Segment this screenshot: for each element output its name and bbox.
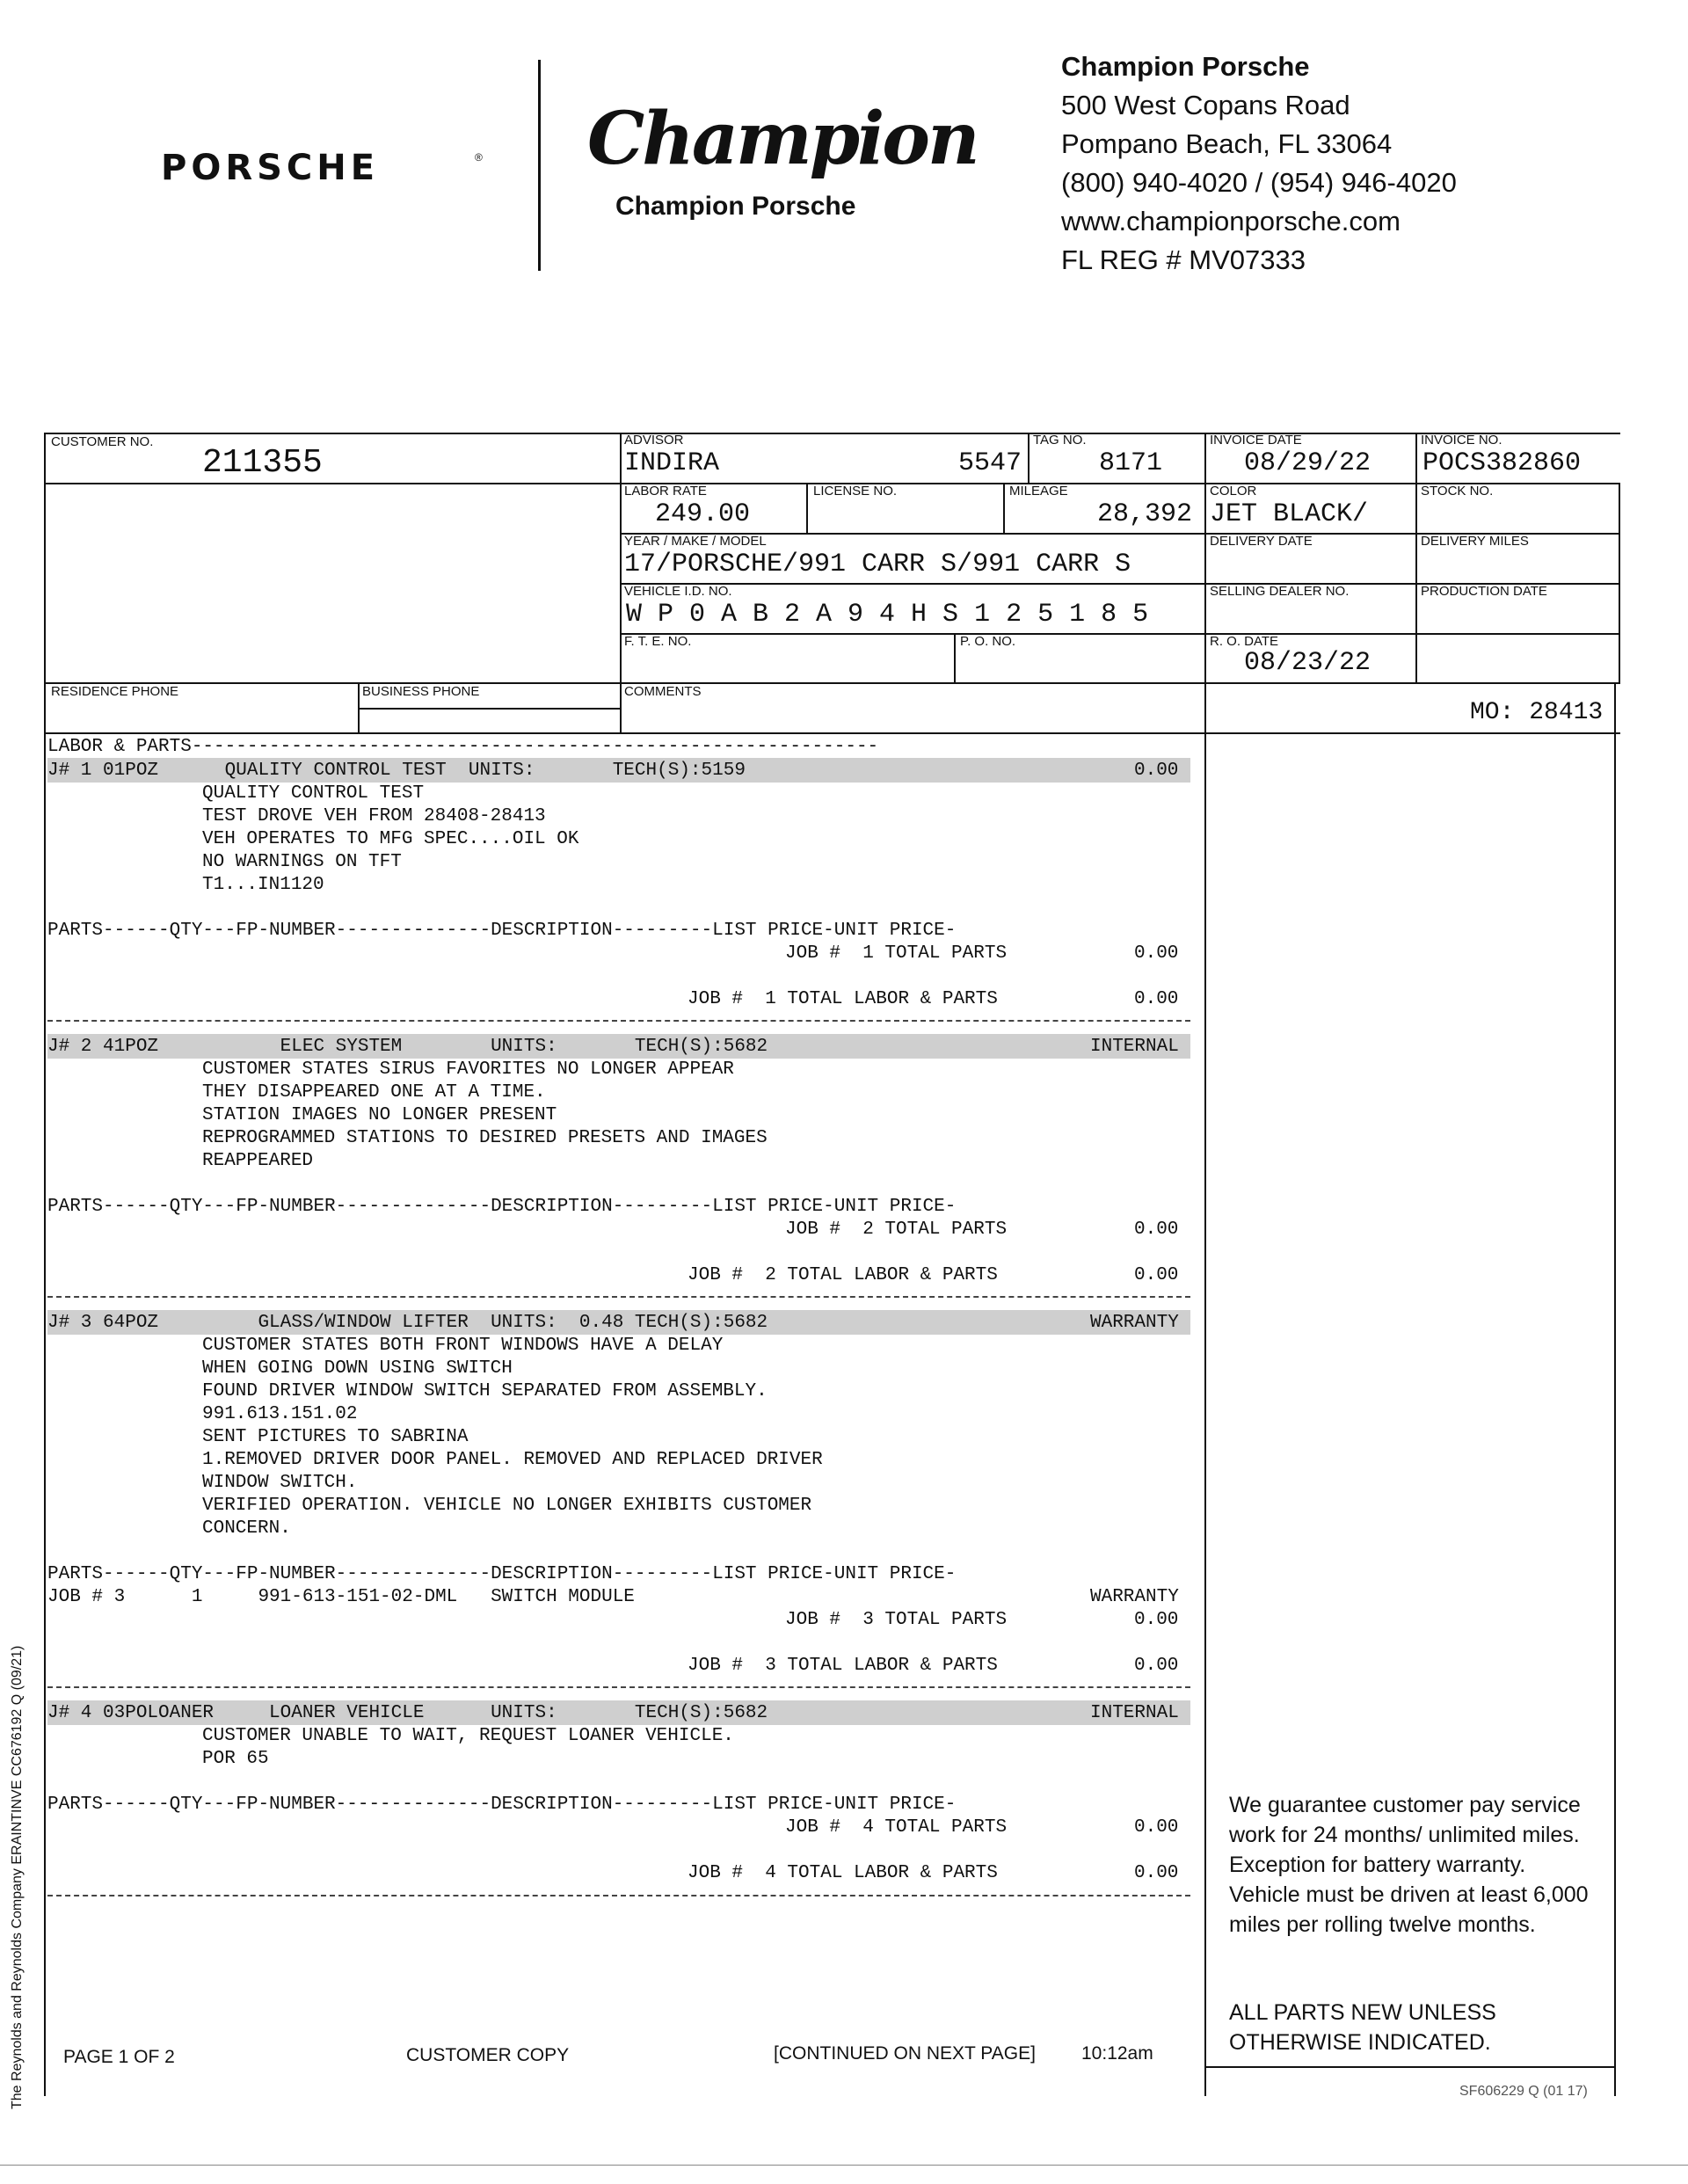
job-4-amount: INTERNAL (1090, 1703, 1179, 1723)
champion-script-logo: Champion (587, 97, 978, 181)
guarantee-text: We guarantee customer pay service work for 24 months/ unlimited miles. Exception for battery warranty. Vehicle must be driven at least 6,000 miles per rolling twelve months. (1229, 1793, 1589, 1937)
job-2-header: J# 2 41POZ ELEC SYSTEM UNITS: TECH(S):5682 (47, 1037, 768, 1057)
invoice-date: 08/29/22 (1244, 448, 1372, 478)
job-1-header: J# 1 01POZ QUALITY CONTROL TEST UNITS: TECH(S):5159 (47, 761, 746, 781)
job-1-parts-header: PARTS------QTY---FP-NUMBER--------------DESCRIPTION---------LIST PRICE-UNIT PRICE- (47, 921, 957, 941)
job-2-line: THEY DISAPPEARED ONE AT A TIME. (202, 1082, 546, 1103)
dealer-info (1061, 47, 1457, 280)
job-4-header: J# 4 03POLOANER LOANER VEHICLE UNITS: TECH(S):5682 (47, 1703, 768, 1723)
side-print: The Reynolds and Reynolds Company ERAINTINVE CC676192 Q (09/21) (10, 1645, 25, 2109)
job-1-line: T1...IN1120 (202, 875, 324, 895)
job-4-total-parts-amount: 0.00 (1134, 1817, 1179, 1838)
job-3-header: J# 3 64POZ GLASS/WINDOW LIFTER UNITS: 0.48 TECH(S):5682 (47, 1313, 768, 1333)
production-date-label: PRODUCTION DATE (1421, 584, 1547, 599)
sidebar-bottom-rule (1204, 2066, 1616, 2068)
dealer-city: Pompano Beach, FL 33064 (1061, 128, 1393, 159)
job-3-line: 1.REMOVED DRIVER DOOR PANEL. REMOVED AND REPLACED DRIVER (202, 1450, 823, 1470)
vin: W P 0 A B 2 A 9 4 H S 1 2 5 1 8 5 (626, 600, 1149, 630)
stock-label: STOCK NO. (1421, 484, 1494, 499)
job-4-total-labor-amount: 0.00 (1134, 1863, 1179, 1883)
ro-date: 08/23/22 (1244, 648, 1372, 678)
job-3-total-labor: JOB # 3 TOTAL LABOR & PARTS (688, 1656, 998, 1676)
job-2-total-labor: JOB # 2 TOTAL LABOR & PARTS (688, 1265, 998, 1285)
job-2-line: CUSTOMER STATES SIRUS FAVORITES NO LONGER APPEAR (202, 1059, 734, 1080)
ro-date-label: R. O. DATE (1210, 634, 1279, 649)
job-2-line: STATION IMAGES NO LONGER PRESENT (202, 1105, 557, 1125)
job-1-total-parts-amount: 0.00 (1134, 943, 1179, 964)
parts-new-text: ALL PARTS NEW UNLESS OTHERWISE INDICATED. (1229, 2000, 1496, 2055)
dealer-website[interactable]: www.championporsche.com (1061, 206, 1401, 237)
job-1-total-labor: JOB # 1 TOTAL LABOR & PARTS (688, 989, 998, 1009)
job-4-line: POR 65 (202, 1749, 269, 1769)
labor-rate-label: LABOR RATE (624, 484, 707, 499)
job-3-line: CUSTOMER STATES BOTH FRONT WINDOWS HAVE A DELAY (202, 1336, 724, 1356)
job-3-part-line: JOB # 3 1 991-613-151-02-DML SWITCH MODULE (47, 1587, 635, 1607)
customer-no: 211355 (202, 444, 323, 482)
porsche-logo: PORSCHE (161, 148, 380, 188)
job-1-line: VEH OPERATES TO MFG SPEC....OIL OK (202, 829, 579, 849)
job-4-separator (47, 1895, 1190, 1896)
registered-mark: ® (475, 151, 483, 164)
job-4-parts-header: PARTS------QTY---FP-NUMBER--------------DESCRIPTION---------LIST PRICE-UNIT PRICE- (47, 1795, 957, 1815)
job-3-part-pay-type: WARRANTY (1090, 1587, 1179, 1607)
job-2-separator (47, 1296, 1190, 1298)
job-1-total-parts: JOB # 1 TOTAL PARTS (785, 943, 1008, 964)
ymm-label: YEAR / MAKE / MODEL (624, 534, 767, 549)
delivery-date-label: DELIVERY DATE (1210, 534, 1313, 549)
fte-label: F. T. E. NO. (624, 634, 692, 649)
po-label: P. O. NO. (960, 634, 1016, 649)
mo-number: MO: 28413 (1470, 699, 1604, 726)
job-2-total-parts: JOB # 2 TOTAL PARTS (785, 1219, 1008, 1240)
job-3-parts-header: PARTS------QTY---FP-NUMBER--------------DESCRIPTION---------LIST PRICE-UNIT PRICE- (47, 1564, 957, 1584)
job-3-total-labor-amount: 0.00 (1134, 1656, 1179, 1676)
mileage-label: MILEAGE (1009, 484, 1068, 499)
form-number: SF606229 Q (01 17) (1459, 2084, 1588, 2099)
job-3-line: VERIFIED OPERATION. VEHICLE NO LONGER EXHIBITS CUSTOMER (202, 1496, 812, 1516)
invoice-no-label: INVOICE NO. (1421, 433, 1502, 448)
job-4-total-labor: JOB # 4 TOTAL LABOR & PARTS (688, 1863, 998, 1883)
dealer-phone: (800) 940-4020 / (954) 946-4020 (1061, 167, 1457, 198)
delivery-miles-label: DELIVERY MILES (1421, 534, 1529, 549)
mileage: 28,392 (1097, 499, 1193, 529)
job-2-total-labor-amount: 0.00 (1134, 1265, 1179, 1285)
job-1-amount: 0.00 (1134, 761, 1179, 781)
tag-no: 8171 (1099, 448, 1163, 478)
tag-label: TAG NO. (1033, 433, 1087, 448)
residence-phone-label: RESIDENCE PHONE (51, 684, 179, 699)
section-header: LABOR & PARTS-------------------------------------------------------------- (47, 737, 879, 757)
job-3-line: SENT PICTURES TO SABRINA (202, 1427, 469, 1447)
job-4-total-parts: JOB # 4 TOTAL PARTS (785, 1817, 1008, 1838)
job-1-total-labor-amount: 0.00 (1134, 989, 1179, 1009)
job-3-line: FOUND DRIVER WINDOW SWITCH SEPARATED FROM ASSEMBLY. (202, 1381, 768, 1401)
comments-label: COMMENTS (624, 684, 702, 699)
color-label: COLOR (1210, 484, 1257, 499)
selling-dealer-label: SELLING DEALER NO. (1210, 584, 1350, 599)
advisor-id: 5547 (958, 448, 1022, 478)
license-label: LICENSE NO. (813, 484, 898, 499)
ymm: 17/PORSCHE/991 CARR S/991 CARR S (624, 550, 1131, 579)
job-3-amount: WARRANTY (1090, 1313, 1179, 1333)
business-phone-label: BUSINESS PHONE (362, 684, 480, 699)
copy-type: CUSTOMER COPY (406, 2045, 570, 2065)
customer-no-label: CUSTOMER NO. (51, 434, 154, 449)
labor-rate: 249.00 (655, 499, 751, 529)
job-1-separator (47, 1020, 1190, 1022)
bottom-rule (0, 2165, 1688, 2166)
job-3-line: WINDOW SWITCH. (202, 1473, 358, 1493)
job-3-line: WHEN GOING DOWN USING SWITCH (202, 1358, 513, 1379)
advisor-label: ADVISOR (624, 433, 684, 448)
job-3-line: CONCERN. (202, 1518, 291, 1539)
logo-caption: Champion Porsche (615, 192, 856, 221)
dealer-name: Champion Porsche (1061, 51, 1310, 82)
job-2-line: REPROGRAMMED STATIONS TO DESIRED PRESETS AND IMAGES (202, 1128, 768, 1148)
job-2-line: REAPPEARED (202, 1151, 314, 1171)
dealer-address: 500 West Copans Road (1061, 90, 1350, 120)
job-1-line: NO WARNINGS ON TFT (202, 852, 402, 872)
job-3-total-parts-amount: 0.00 (1134, 1610, 1179, 1630)
job-3-separator (47, 1686, 1190, 1688)
job-1-line: TEST DROVE VEH FROM 28408-28413 (202, 806, 546, 826)
job-4-line: CUSTOMER UNABLE TO WAIT, REQUEST LOANER VEHICLE. (202, 1726, 734, 1746)
invoice-date-label: INVOICE DATE (1210, 433, 1302, 448)
job-2-amount: INTERNAL (1090, 1037, 1179, 1057)
color: JET BLACK/ (1210, 499, 1369, 529)
logo-divider (538, 60, 541, 271)
job-2-parts-header: PARTS------QTY---FP-NUMBER--------------DESCRIPTION---------LIST PRICE-UNIT PRICE- (47, 1197, 957, 1217)
continued-note: [CONTINUED ON NEXT PAGE] (774, 2043, 1036, 2064)
job-3-line: 991.613.151.02 (202, 1404, 358, 1424)
page-number: PAGE 1 OF 2 (63, 2047, 175, 2067)
dealer-reg: FL REG # MV07333 (1061, 244, 1306, 275)
job-2-total-parts-amount: 0.00 (1134, 1219, 1179, 1240)
vin-label: VEHICLE I.D. NO. (624, 584, 732, 599)
advisor: INDIRA (624, 448, 720, 478)
job-3-total-parts: JOB # 3 TOTAL PARTS (785, 1610, 1008, 1630)
print-time: 10:12am (1081, 2043, 1153, 2064)
invoice-no: POCS382860 (1422, 448, 1582, 478)
job-1-line: QUALITY CONTROL TEST (202, 783, 425, 804)
